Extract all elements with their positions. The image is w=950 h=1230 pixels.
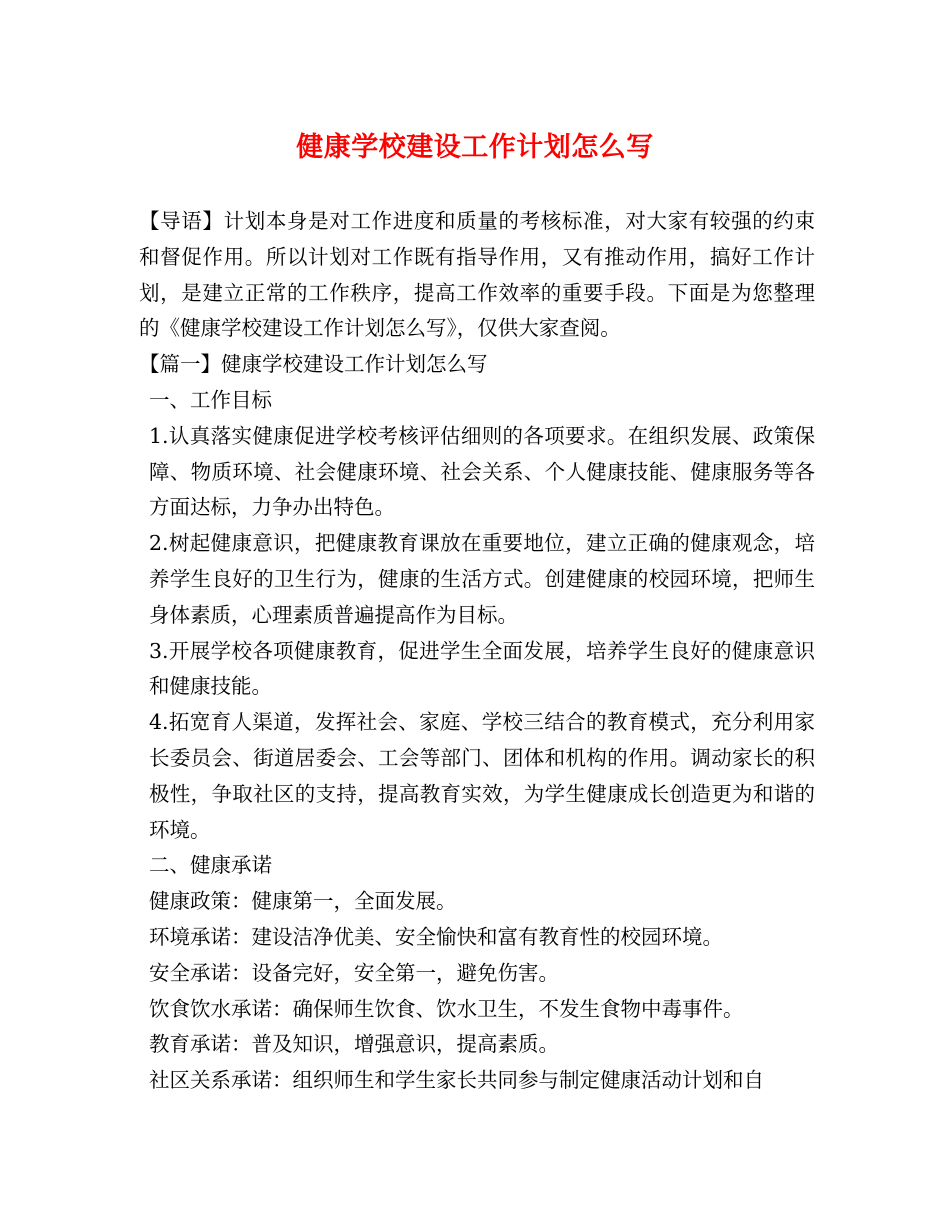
section-heading-commitments: 二、健康承诺: [149, 853, 272, 878]
commitment-environment: 环境承诺：建设洁净优美、安全愉快和富有教育性的校园环境。: [149, 924, 723, 949]
commitment-education: 教育承诺：普及知识，增强意识，提高素质。: [149, 1032, 559, 1057]
paragraph-goal-2: 2.树起健康意识，把健康教育课放在重要地位，建立正确的健康观念，培养学生良好的卫生行为，健康的生活方式。创建健康的校园环境，把师生身体素质，心理素质普遍提高作为目标。: [149, 531, 815, 627]
paragraph-goal-3: 3.开展学校各项健康教育，促进学生全面发展，培养学生良好的健康意识和健康技能。: [149, 638, 815, 699]
paragraph-intro: 【导语】计划本身是对工作进度和质量的考核标准，对大家有较强的约束和督促作用。所以计划对工作既有指导作用，又有推动作用，搞好工作计划，是建立正常的工作秩序，提高工作效率的重要手段。下面是为您整理的《健康学校建设工作计划怎么写》，仅供大家查阅。: [139, 209, 815, 341]
commitment-health-policy: 健康政策：健康第一，全面发展。: [149, 889, 457, 914]
section-heading-goals: 一、工作目标: [149, 387, 272, 412]
paragraph-goal-1: 1.认真落实健康促进学校考核评估细则的各项要求。在组织发展、政策保障、物质环境、社会健康环境、社会关系、个人健康技能、健康服务等各方面达标，力争办出特色。: [149, 423, 815, 520]
commitment-food-water: 饮食饮水承诺：确保师生饮食、饮水卫生，不发生食物中毒事件。: [149, 996, 744, 1021]
commitment-community: 社区关系承诺：组织师生和学生家长共同参与制定健康活动计划和自: [149, 1068, 764, 1093]
commitment-safety: 安全承诺：设备完好，安全第一，避免伤害。: [149, 960, 559, 985]
paragraph-goal-4: 4.拓宽育人渠道，发挥社会、家庭、学校三结合的教育模式，充分利用家长委员会、街道居委会、工会等部门、团体和机构的作用。调动家长的积极性，争取社区的支持，提高教育实效，为学生健康成长创造更为和谐的环境。: [149, 710, 815, 842]
paragraph-part-one-heading: 【篇一】健康学校建设工作计划怎么写: [139, 352, 488, 377]
document-title: 健康学校建设工作计划怎么写: [296, 132, 654, 163]
document-body: [139, 204, 815, 1099]
